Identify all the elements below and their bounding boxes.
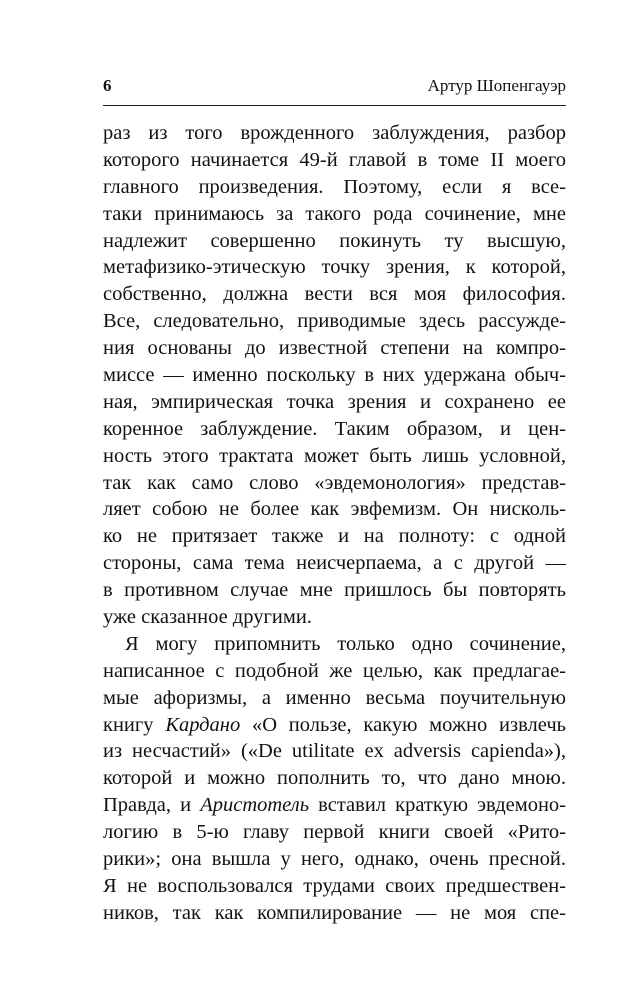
text-line: ко не притязает также и на полноту: с одной — [103, 525, 566, 548]
text-line: Я могу припомнить только одно сочинение, — [125, 632, 566, 655]
italic-name: Кардано — [165, 713, 241, 736]
text-line — [103, 712, 566, 739]
text-line: которого начинается 49-й главой в томе II моего — [103, 148, 566, 171]
running-title: Артур Шопенгауэр — [427, 76, 566, 95]
header-rule — [103, 105, 566, 106]
text-run: вставил краткую эвдемоно- — [309, 794, 566, 817]
running-header — [103, 76, 566, 100]
paragraph-2 — [103, 631, 566, 927]
body-text — [103, 120, 566, 927]
paragraph-1 — [103, 120, 566, 631]
text-run: книгу — [103, 713, 166, 736]
text-line: ников, так как компилирование — не моя спе- — [103, 901, 566, 924]
text-line: в противном случае мне пришлось бы повторять — [103, 579, 566, 602]
text-line: которой и можно пополнить то, что дано мною. — [103, 767, 566, 790]
text-line: надлежит совершенно покинуть ту высшую, — [103, 229, 566, 252]
text-line: стороны, сама тема неисчерпаема, а с другой — — [103, 552, 566, 575]
text-line: логию в 5-ю главу первой книги своей «Рито- — [103, 821, 566, 844]
text-line: миссе — именно поскольку в них удержана обыч- — [103, 364, 566, 387]
text-line: раз из того врожденного заблуждения, разбор — [103, 122, 566, 144]
text-line: ния основаны до известной степени на компро- — [103, 337, 566, 360]
text-line: главного произведения. Поэтому, если я все- — [103, 175, 566, 198]
text-run: «О пользе, какую можно извлечь — [240, 713, 566, 736]
text-line: ность этого трактата может быть лишь условной, — [103, 444, 566, 467]
text-line: написанное с подобной же целью, как предлагае- — [103, 659, 566, 682]
text-line: из несчастий» («De utilitate ex adversis capienda»), — [103, 740, 566, 763]
italic-name: Аристотель — [200, 794, 310, 817]
page-number: 6 — [103, 76, 112, 95]
text-line: Я не воспользовался трудами своих предшествен- — [103, 874, 566, 897]
text-line: ляет собою не более как эвфемизм. Он нисколь- — [103, 498, 566, 521]
text-line — [103, 792, 566, 819]
text-line: метафизико-этическую точку зрения, к которой, — [103, 256, 566, 279]
text-line: таки принимаюсь за такого рода сочинение, мне — [103, 202, 566, 225]
text-line: рики»; она вышла у него, однако, очень пресной. — [103, 848, 566, 871]
text-line: уже сказанное другими. — [103, 606, 312, 629]
text-line: так как само слово «эвдемонология» представ- — [103, 471, 566, 494]
text-run: Правда, и — [103, 794, 201, 817]
text-line: ная, эмпирическая точка зрения и сохранено ее — [103, 390, 566, 413]
text-line: мые афоризмы, а именно весьма поучительную — [103, 686, 566, 709]
text-line: Все, следовательно, приводимые здесь рассужде- — [103, 310, 566, 333]
text-line: собственно, должна вести вся моя философия. — [103, 283, 566, 306]
text-line: коренное заблуждение. Таким образом, и цен- — [103, 417, 566, 440]
